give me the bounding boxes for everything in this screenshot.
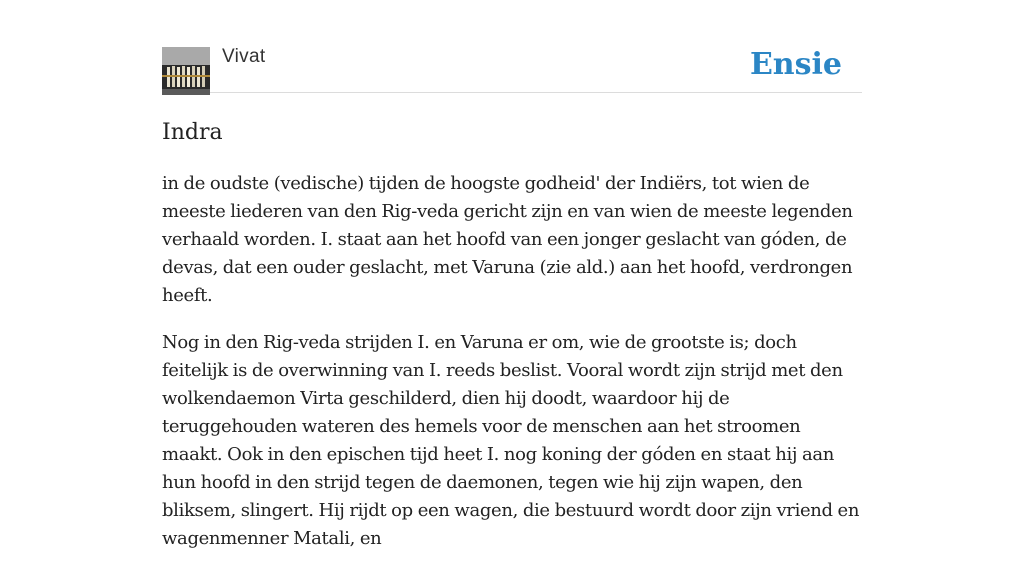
header bbox=[162, 0, 862, 93]
bookshelf-avatar-icon bbox=[162, 47, 210, 95]
article-title: Indra bbox=[162, 120, 223, 145]
article-paragraph: Nog in den Rig-veda strijden I. en Varuna er om, wie de grootste is; doch feitelijk is de overwinning van I. reeds beslist. Vooral wordt zijn strijd met den wolkendaemon Virta geschilderd, dien hij doodt, waardoor hij de teruggehouden wateren des hemels voor de menschen aan het stroomen maakt. Ook in den epischen tijd heet I. nog koning der góden en staat hij aan hun hoofd in den strijd tegen de daemonen, tegen wie hij zijn wapen, den bliksem, slingert. Hij rijdt op een wagen, die bestuurd wordt door zijn vriend en wagenmenner Matali, en bbox=[162, 332, 860, 549]
author-avatar[interactable] bbox=[162, 47, 210, 95]
author-name[interactable]: Vivat bbox=[222, 46, 266, 67]
ensie-logo-link[interactable]: Ensie bbox=[749, 47, 842, 82]
article-body bbox=[162, 170, 862, 553]
article-paragraph: in de oudste (vedische) tijden de hoogste godheid' der Indiërs, tot wien de meeste liederen van den Rig-veda gericht zijn en van wien de meeste legenden verhaald worden. I. staat aan het hoofd van een jonger geslacht van góden, de devas, dat een ouder geslacht, met Varuna (zie ald.) aan het hoofd, verdrongen heeft. bbox=[162, 173, 853, 306]
content-column bbox=[162, 0, 862, 572]
